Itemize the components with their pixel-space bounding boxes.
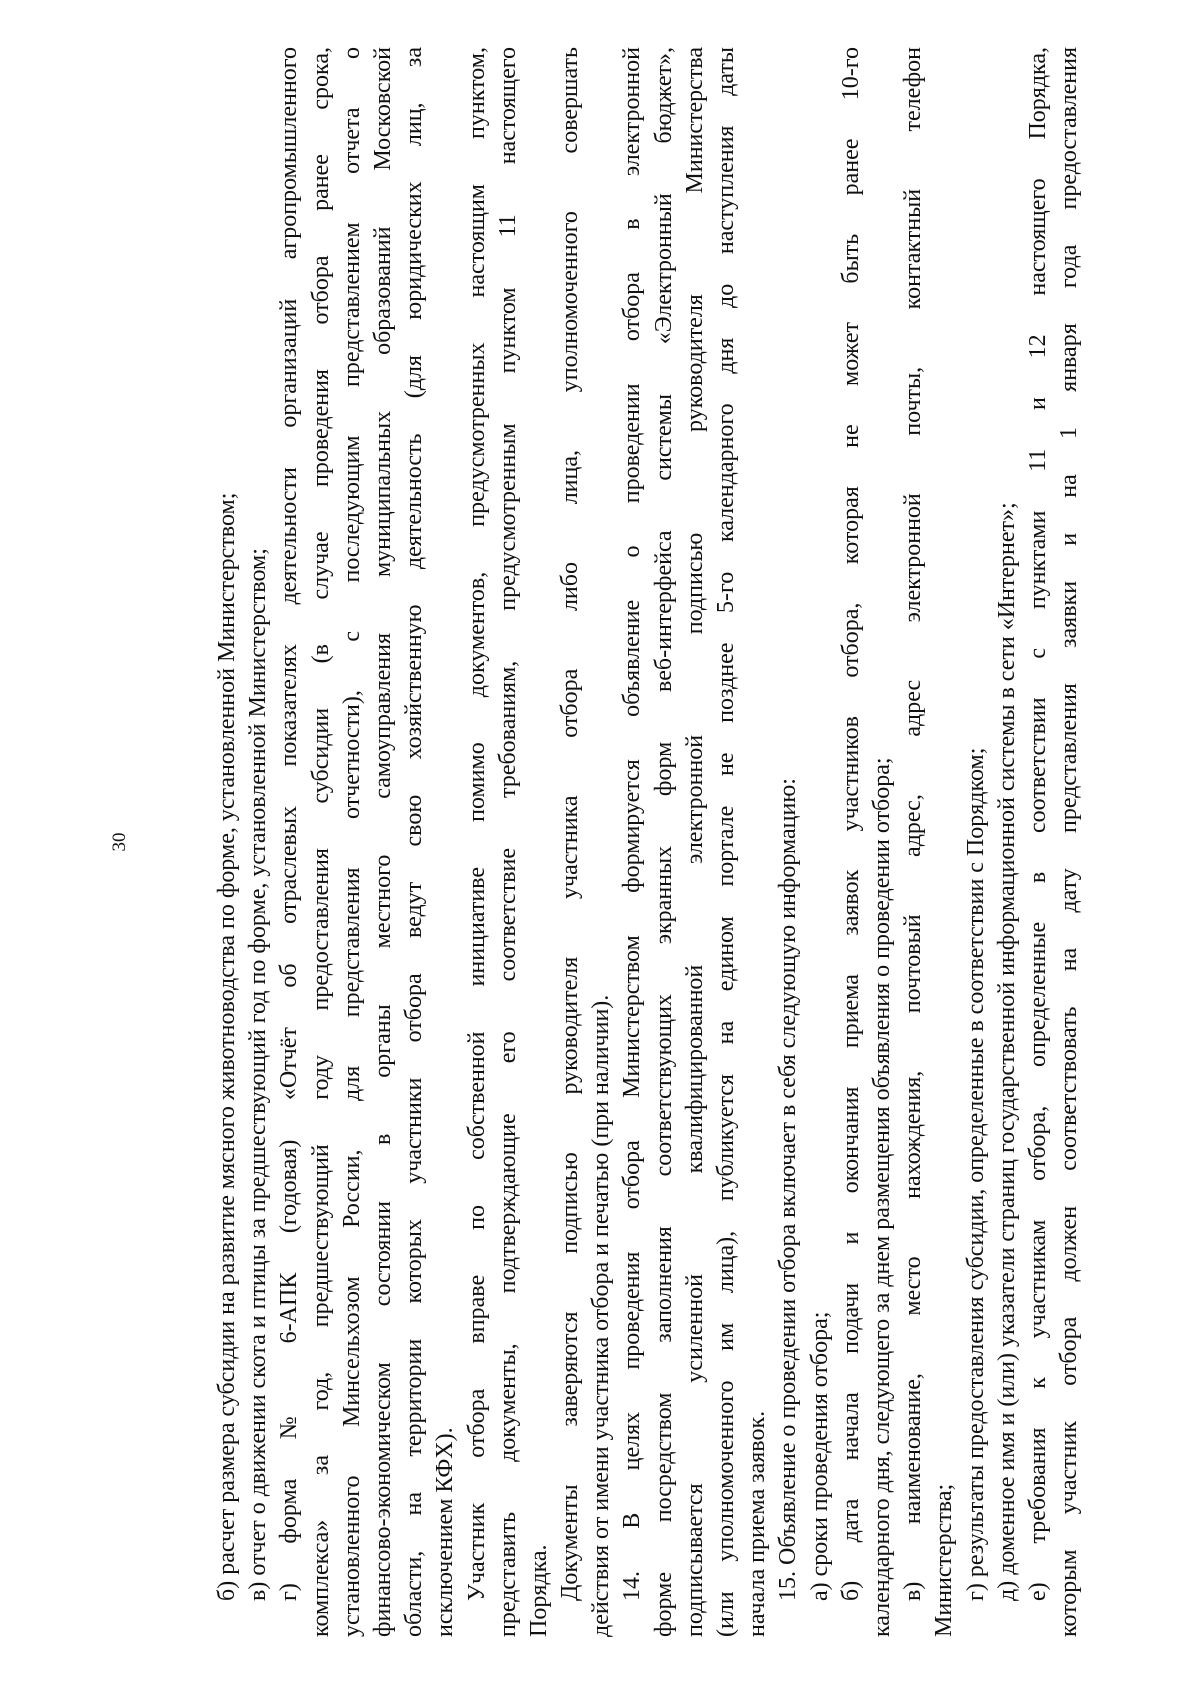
text-line: установленного Минсельхозом России, для представления отчетности), с последующим представлением отчета о: [338, 47, 365, 1637]
text-line: е) требования к участникам отбора, определенные в соответствии с пунктами 11 и 12 настоящего Порядка,: [1024, 47, 1051, 1601]
text-line: подписывается усиленной квалифицированной электронной подписью руководителя Министерства: [681, 47, 708, 1637]
text-line: в) наименование, место нахождения, почтовый адрес, адрес электронной почты, контактный телефон: [900, 47, 927, 1601]
page-number: 30: [109, 832, 130, 852]
text-line: области, на территории которых участники отбора ведут свою хозяйственную деятельность (для юридических лиц, за: [401, 47, 428, 1637]
text-line: Участник отбора вправе по собственной инициативе помимо документов, предусмотренных настоящим пунктом,: [463, 47, 490, 1601]
text-line: Документы заверяются подписью руководителя участника отбора либо лица, уполномоченного совершать: [557, 47, 584, 1601]
text-line: (или уполномоченного им лица), публикуется на едином портале не позднее 5-го календарного дня до наступления даты: [713, 47, 739, 1637]
text-line: в) отчет о движении скота и птицы за предшествующий год по форме, установленной Министерством;: [245, 548, 272, 1601]
text-line: которым участник отбора должен соответствовать на дату представления заявки и на 1 января года предоставления: [1056, 47, 1083, 1637]
text-line: действия от имени участника отбора и печатью (при наличии).: [588, 994, 615, 1637]
text-line: комплекса» за год, предшествующий году предоставления субсидии (в случае проведения отбора ранее срока,: [307, 47, 334, 1637]
document-body: [212, 47, 1085, 1637]
text-line: 14. В целях проведения отбора Министерством формируется объявление о проведении отбора в электронной: [619, 47, 646, 1601]
text-line: форме посредством заполнения соответствующих экранных форм веб-интерфейса системы «Электронный бюджет»,: [650, 47, 677, 1637]
text-line: исключением КФХ).: [432, 1427, 459, 1637]
text-line: б) дата начала подачи и окончания приема заявок участников отбора, которая не может быть ранее 10-го: [837, 47, 864, 1601]
text-line: г) результаты предоставления субсидии, определенные в соответствии с Порядком;: [962, 747, 989, 1601]
text-line: календарного дня, следующего за днем размещения объявления о проведении отбора;: [868, 757, 895, 1637]
text-line: финансово-экономическом состоянии в органы местного самоуправления муниципальных образований Московской: [369, 47, 396, 1637]
text-line: начала приема заявок.: [744, 1410, 771, 1637]
text-line: а) сроки проведения отбора;: [806, 1311, 833, 1601]
text-line: б) расчет размера субсидии на развитие мясного животноводства по форме, установленной Министерством;: [214, 492, 240, 1601]
rotated-page: [108, 47, 1083, 1637]
text-line: д) доменное имя и (или) указатели страниц государственной информационной системы в сети «Интернет»;: [993, 502, 1020, 1601]
text-line: Порядка.: [525, 1544, 552, 1637]
text-line: г) форма № 6-АПК (годовая) «Отчёт об отраслевых показателях деятельности организаций агропромышленного: [276, 47, 303, 1601]
text-line: 15. Объявление о проведении отбора включает в себя следующую информацию:: [775, 778, 802, 1601]
text-line: Министерства;: [931, 1483, 958, 1637]
text-line: представить документы, подтверждающие его соответствие требованиям, предусмотренным пунктом 11 настоящего: [494, 47, 521, 1637]
